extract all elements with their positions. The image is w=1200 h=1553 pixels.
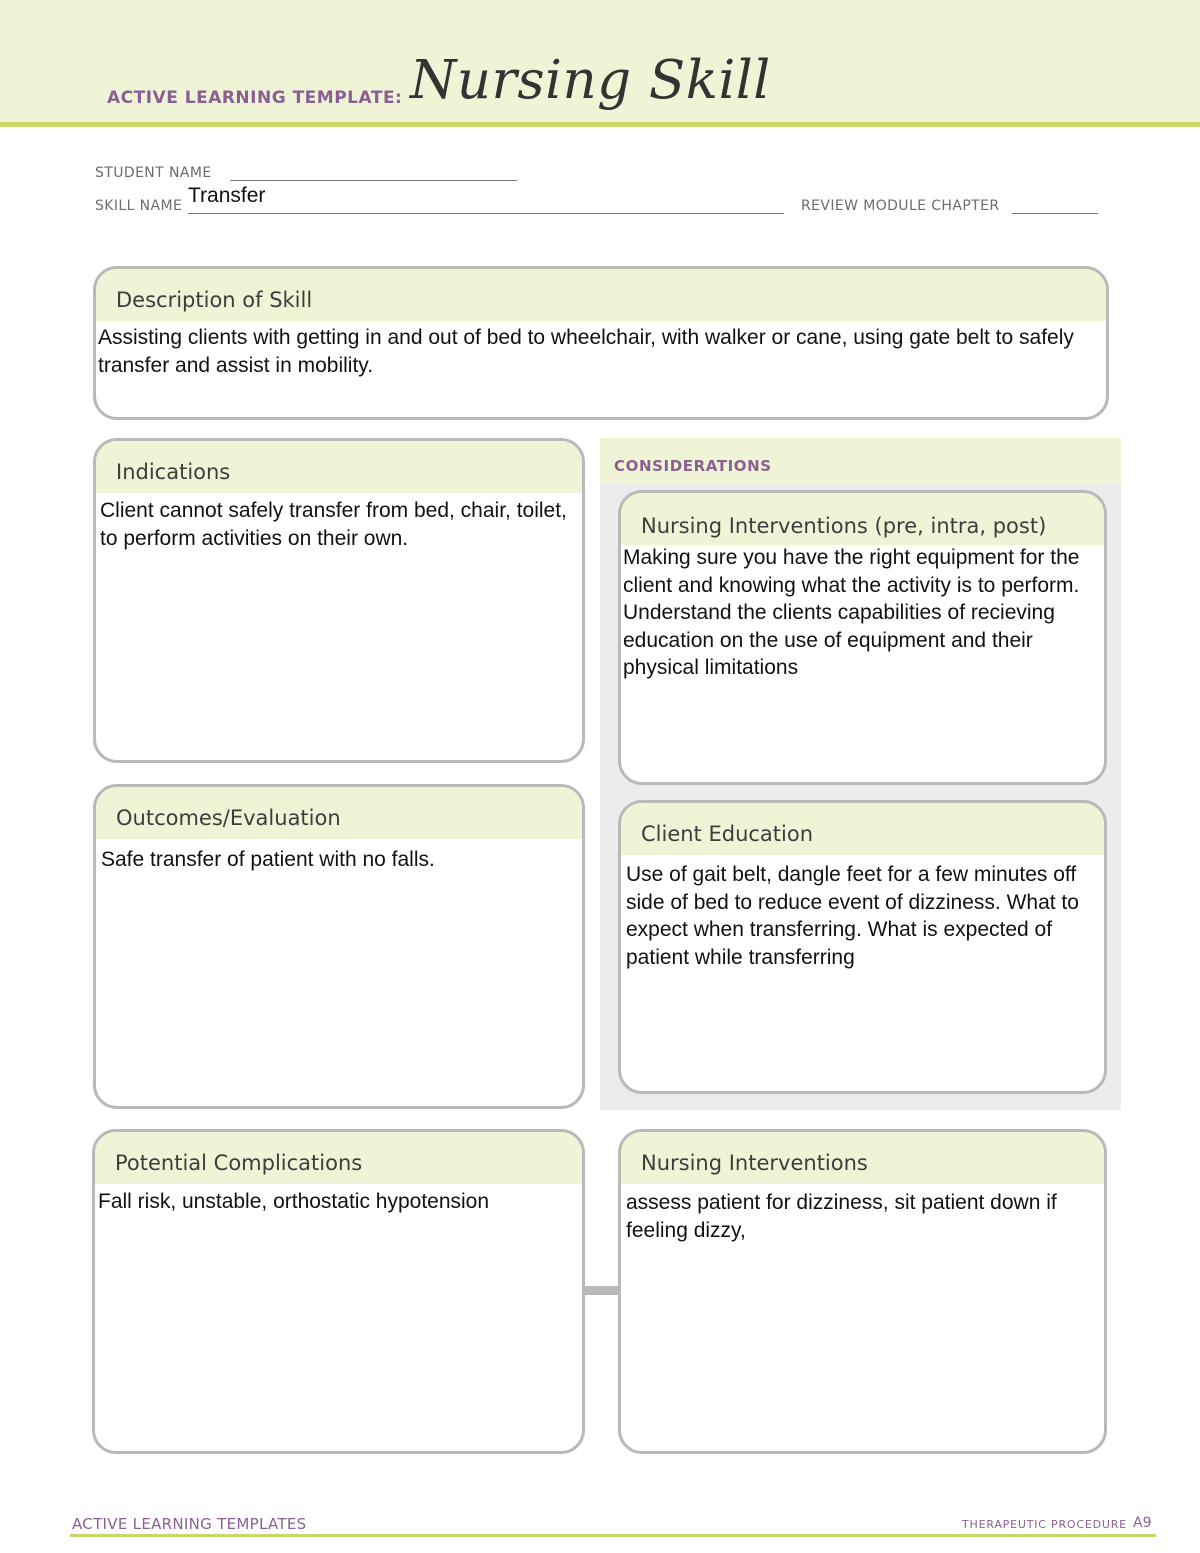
complications-title: Potential Complications — [115, 1151, 363, 1175]
student-name-field[interactable] — [230, 180, 517, 181]
considerations-label: CONSIDERATIONS — [614, 457, 772, 475]
skill-name-field[interactable] — [188, 213, 784, 214]
skill-name-value: Transfer — [188, 184, 266, 207]
template-label: ACTIVE LEARNING TEMPLATE: — [107, 88, 403, 108]
complications-text[interactable]: Fall risk, unstable, orthostatic hypotension — [98, 1190, 490, 1213]
box-connector — [583, 1286, 621, 1295]
indications-text[interactable]: Client cannot safely transfer from bed, chair, toilet, to perform activities on their own. — [100, 499, 567, 550]
description-box — [93, 266, 1109, 420]
nursing-interventions-title: Nursing Interventions — [641, 1151, 868, 1175]
nursing-interventions-text[interactable]: assess patient for dizziness, sit patient down if feeling dizzy, — [626, 1191, 1057, 1242]
complications-box — [92, 1129, 585, 1454]
indications-title: Indications — [116, 460, 231, 484]
footer-right-label: THERAPEUTIC PROCEDURE — [962, 1518, 1127, 1531]
footer-left-label: ACTIVE LEARNING TEMPLATES — [72, 1515, 307, 1533]
client-education-box — [618, 800, 1107, 1094]
footer-page-number: A9 — [1133, 1515, 1152, 1531]
student-name-label: STUDENT NAME — [95, 165, 212, 181]
skill-name-label: SKILL NAME — [95, 198, 183, 214]
review-module-label: REVIEW MODULE CHAPTER — [801, 198, 1000, 214]
review-module-field[interactable] — [1012, 213, 1098, 214]
nursing-interventions-box — [618, 1129, 1107, 1454]
client-education-title: Client Education — [641, 822, 814, 846]
footer-rule — [70, 1534, 1156, 1537]
page-title: Nursing Skill — [410, 50, 771, 111]
header-rule — [0, 122, 1200, 127]
nursing-interventions-pre-title: Nursing Interventions (pre, intra, post) — [641, 514, 1047, 538]
outcomes-text[interactable]: Safe transfer of patient with no falls. — [101, 848, 435, 871]
description-text[interactable]: Assisting clients with getting in and out of bed to wheelchair, with walker or cane, using gate belt to safely transfer and assist in mobility. — [98, 326, 1074, 377]
nursing-interventions-pre-text[interactable]: Making sure you have the right equipment for the client and knowing what the activity is to perform. Understand the clients capabilities of recieving education on the use of equipment and their physical limitations — [623, 546, 1080, 679]
description-title: Description of Skill — [116, 288, 313, 312]
outcomes-title: Outcomes/Evaluation — [116, 806, 341, 830]
outcomes-box — [93, 784, 585, 1109]
indications-box — [93, 438, 585, 763]
nursing-interventions-pre-box — [618, 490, 1107, 785]
client-education-text[interactable]: Use of gait belt, dangle feet for a few minutes off side of bed to reduce event of dizziness. What to expect when transferring. What is expected of patient while transferring — [626, 863, 1079, 969]
